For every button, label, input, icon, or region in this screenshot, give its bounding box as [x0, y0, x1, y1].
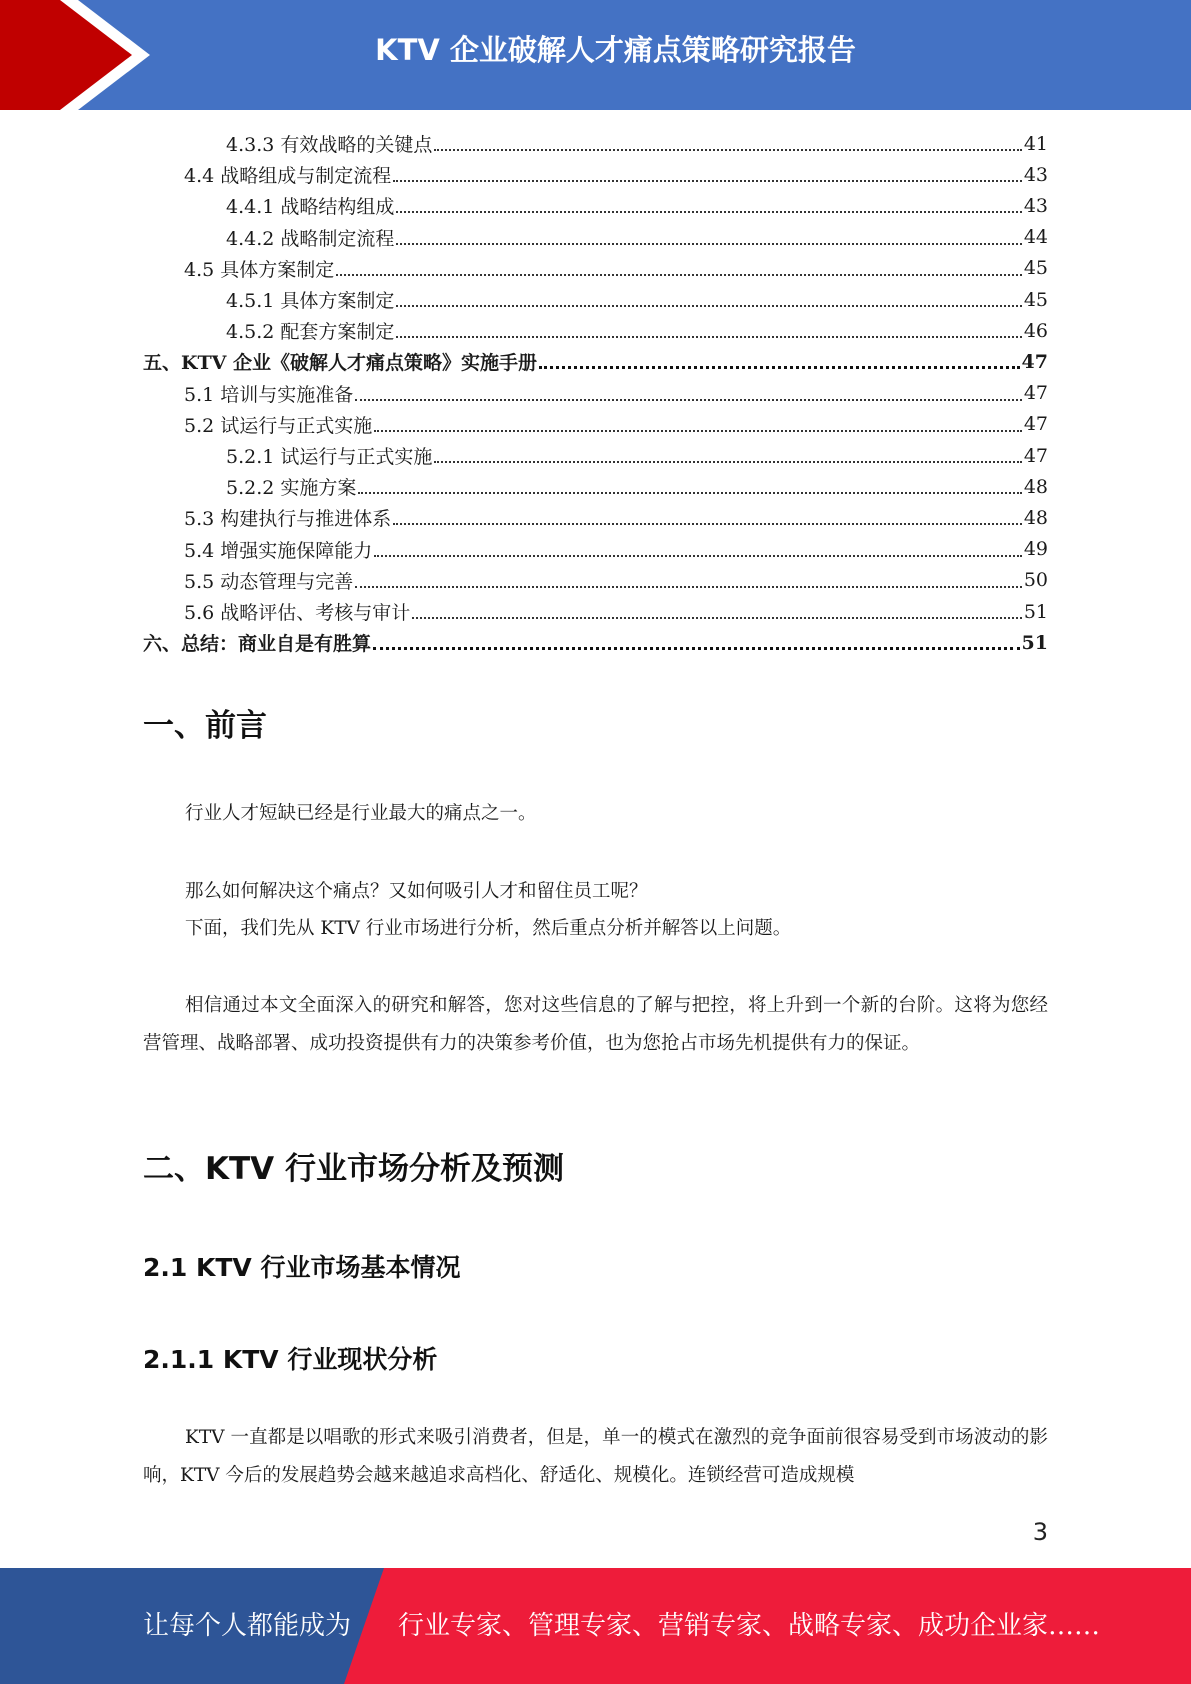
toc-entry[interactable]: [226, 315, 1048, 346]
toc-entry-label: 4.4 战略组成与制定流程: [184, 165, 392, 188]
toc-entry-page: 47: [1021, 350, 1048, 373]
page-header: [0, 0, 1191, 110]
toc-entry-label: 5.3 构建执行与推进体系: [184, 508, 392, 531]
toc-entry-page: 47: [1023, 382, 1048, 405]
toc-entry-page: 47: [1023, 413, 1048, 436]
toc-entry[interactable]: [143, 627, 1048, 658]
toc-leader-dots: [434, 460, 1021, 463]
toc-leader-dots: [374, 429, 1022, 432]
preface-paragraph-1: 行业人才短缺已经是行业最大的痛点之一。: [185, 803, 537, 824]
toc-entry-page: 45: [1023, 288, 1048, 311]
market-basic-heading: 2.1 KTV 行业市场基本情况: [143, 1253, 461, 1282]
toc-entry-page: 44: [1023, 226, 1048, 249]
toc-entry-label: 4.5.2 配套方案制定: [226, 321, 395, 344]
toc-leader-dots: [396, 242, 1021, 245]
market-status-paragraph: KTV 一直都是以唱歌的形式来吸引消费者，但是，单一的模式在激烈的竞争面前很容易受到市场波动的影响，KTV 今后的发展趋势会越来越追求高档化、舒适化、规模化。连锁经营可造成规模: [143, 1427, 1048, 1486]
toc-entry[interactable]: [226, 471, 1048, 502]
toc-leader-dots: [355, 398, 1022, 401]
toc-leader-dots: [355, 585, 1022, 588]
preface-paragraph-2: 那么如何解决这个痛点？又如何吸引人才和留住员工呢？: [185, 881, 648, 902]
toc-entry-label: 五、KTV 企业《破解人才痛点策略》实施手册: [143, 352, 538, 375]
toc-entry-label: 六、总结：商业自是有胜算: [143, 633, 372, 656]
toc-entry-label: 5.2.2 实施方案: [226, 477, 357, 500]
footer-slogan-left: 让每个人都能成为: [143, 1611, 352, 1641]
toc-leader-dots: [374, 554, 1022, 557]
toc-entry-page: 45: [1023, 257, 1048, 280]
toc-entry[interactable]: [226, 190, 1048, 221]
toc-entry-page: 51: [1023, 600, 1048, 623]
toc-leader-dots: [434, 148, 1021, 151]
preface-paragraph-3: 下面，我们先从 KTV 行业市场进行分析，然后重点分析并解答以上问题。: [185, 918, 792, 939]
toc-entry[interactable]: [143, 346, 1048, 377]
toc-entry-label: 5.2.1 试运行与正式实施: [226, 446, 433, 468]
page-footer: [0, 1568, 1191, 1684]
toc-entry-page: 48: [1023, 475, 1048, 498]
toc-leader-dots: [393, 522, 1022, 525]
toc-leader-dots: [393, 179, 1022, 182]
toc-entry-label: 4.5.1 具体方案制定: [226, 290, 395, 312]
toc-leader-dots: [373, 646, 1020, 650]
toc-entry-label: 5.5 动态管理与完善: [184, 570, 354, 593]
toc-leader-dots: [412, 616, 1022, 619]
preface-paragraph-4: 相信通过本文全面深入的研究和解答，您对这些信息的了解与把控，将上升到一个新的台阶。这将为您经营管理、战略部署、成功投资提供有力的决策参考价值，也为您抢占市场先机提供有力的保证。: [143, 995, 1048, 1054]
toc-entry-label: 4.5 具体方案制定: [184, 258, 335, 281]
toc-entry-label: 4.3.3 有效战略的关键点: [226, 134, 433, 156]
toc-entry-page: 47: [1023, 444, 1048, 467]
toc-entry-page: 50: [1023, 569, 1048, 592]
toc-entry[interactable]: [184, 565, 1048, 596]
toc-entry[interactable]: [226, 128, 1048, 159]
toc-entry[interactable]: [226, 440, 1048, 471]
toc-entry-page: 51: [1021, 631, 1048, 654]
toc-leader-dots: [539, 365, 1020, 369]
toc-entry[interactable]: [184, 378, 1048, 409]
document-title: KTV 企业破解人才痛点策略研究报告: [375, 33, 856, 67]
market-heading: 二、KTV 行业市场分析及预测: [143, 1151, 564, 1187]
toc-entry-page: 46: [1023, 319, 1048, 342]
toc-entry-label: 5.6 战略评估、考核与审计: [184, 602, 411, 624]
toc-entry[interactable]: [184, 534, 1048, 565]
toc-entry-label: 5.4 增强实施保障能力: [184, 539, 373, 562]
toc-leader-dots: [396, 304, 1021, 307]
footer-slogan-right: 行业专家、管理专家、营销专家、战略专家、成功企业家……: [398, 1611, 1101, 1641]
toc-entry[interactable]: [184, 596, 1048, 627]
toc-entry-page: 48: [1023, 506, 1048, 529]
toc-leader-dots: [358, 491, 1021, 494]
toc-entry[interactable]: [184, 502, 1048, 533]
toc-entry[interactable]: [184, 159, 1048, 190]
toc-entry[interactable]: [184, 409, 1048, 440]
market-status-heading: 2.1.1 KTV 行业现状分析: [143, 1345, 438, 1374]
toc-entry-page: 43: [1023, 194, 1048, 217]
toc-entry-page: 43: [1023, 163, 1048, 186]
toc-entry-label: 5.2 试运行与正式实施: [184, 414, 373, 437]
toc-entry[interactable]: [226, 284, 1048, 315]
toc-entry-page: 49: [1023, 538, 1048, 561]
toc-leader-dots: [396, 335, 1021, 338]
toc-leader-dots: [396, 210, 1021, 213]
toc-entry-label: 4.4.1 战略结构组成: [226, 196, 395, 219]
toc-entry-label: 5.1 培训与实施准备: [184, 383, 354, 406]
toc-entry[interactable]: [226, 222, 1048, 253]
toc-entry[interactable]: [184, 253, 1048, 284]
toc-entry-label: 4.4.2 战略制定流程: [226, 227, 395, 250]
page-number: 3: [1032, 1518, 1048, 1546]
preface-heading: 一、前言: [143, 708, 267, 744]
toc-leader-dots: [336, 273, 1022, 276]
toc-entry-page: 41: [1023, 132, 1048, 155]
